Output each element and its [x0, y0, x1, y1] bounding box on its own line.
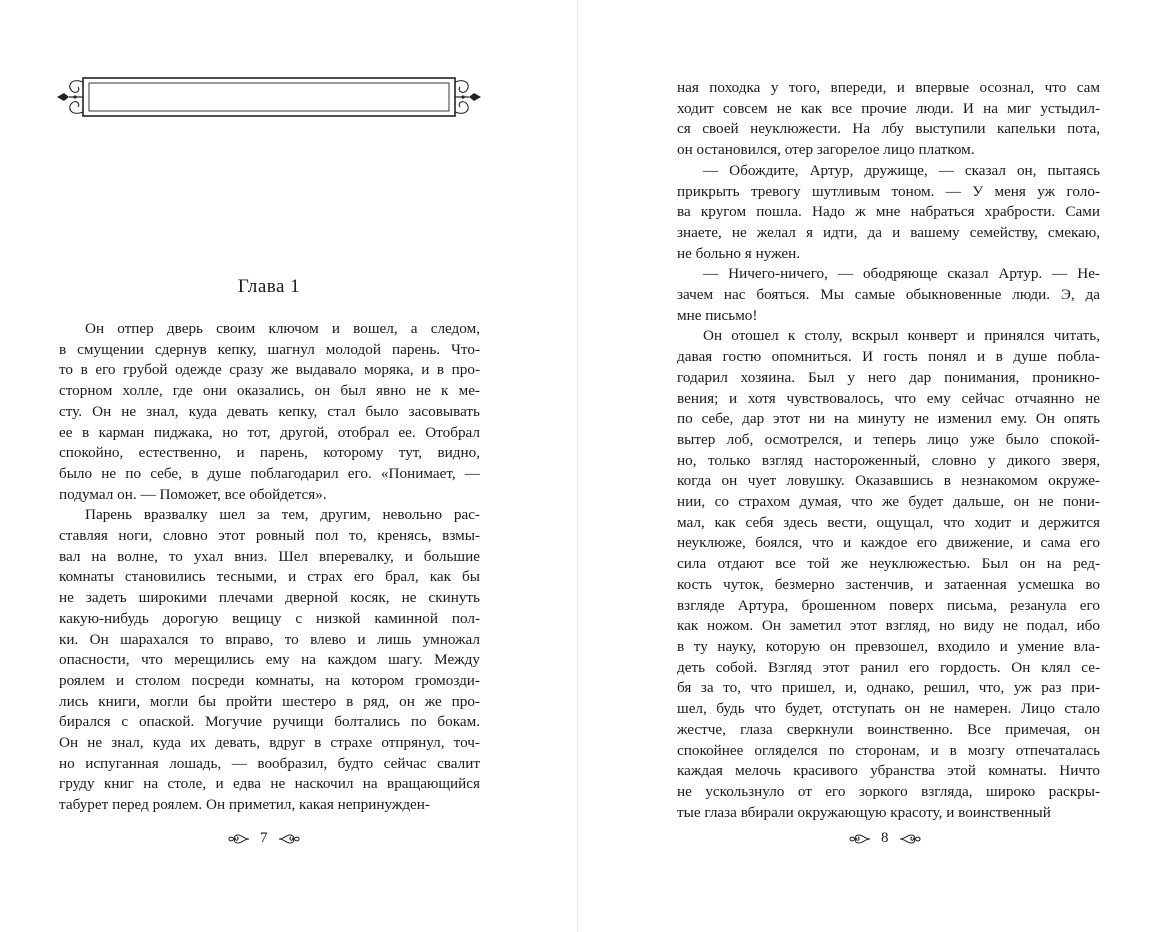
text-line: как ножом. Он заметил этот взгляд, но виду не подал, ибо [677, 617, 1100, 635]
text-line: но, только взгляд настороженный, словно у дикого зверя, [677, 451, 1100, 469]
text-line: не больно я нужен. [677, 244, 801, 262]
text-line: сту. Он не знал, куда девать кепку, стал было засовывать [59, 402, 480, 420]
text-line: ся своей неуклюжести. На лбу выступили капельки пота, [677, 120, 1100, 138]
folio-flourish-left [849, 832, 871, 846]
text-line: взгляде Артура, брошенном поверх письма, резанула его [677, 596, 1100, 614]
text-line: спокойно, естественно, и парень, которому тут, видно, [59, 444, 480, 462]
text-line: по себе, дар этот ни на минуту не изменил ему. Он опять [677, 410, 1100, 428]
text-line: тые глаза вбирали окружающую красоту, и воинственный [677, 803, 1051, 821]
folio-flourish-right [278, 832, 300, 846]
text-line: Он отпер дверь своим ключом и вошел, а следом, [85, 320, 480, 337]
left-page-text [59, 319, 480, 816]
text-line: мне письмо! [677, 306, 758, 324]
text-line: каждая мелочь красивого убранства этой комнаты. Ничто [677, 762, 1100, 780]
text-line: то в его грубой одежде сразу же выдавало моряка, и в про- [59, 361, 480, 379]
text-line: ходит совсем не как все прочие люди. И на миг устыдил- [677, 99, 1100, 117]
text-line: бирался с опаской. Могучие ручищи болтались по бокам. [59, 713, 480, 731]
text-line: лись книги, могли бы пройти шестеро в ряд, он же про- [59, 692, 480, 710]
text-line: — Обождите, Артур, дружище, — сказал он, пытаясь [703, 161, 1100, 179]
text-line: Он отошел к столу, вскрыл конверт и принялся читать, [703, 327, 1100, 345]
left-page-folio [228, 830, 300, 847]
text-line: какую-нибудь дорогую вещицу с низкой каминной пол- [59, 609, 480, 627]
text-line: сторном холле, где они оказались, он был явно не к ме- [59, 382, 480, 400]
text-line: бя за то, что пришел, и, однако, решил, что, уж раз при- [677, 679, 1100, 697]
text-line: ва кругом пошла. Надо ж мне набраться храбрости. Сами [677, 203, 1100, 221]
text-line: когда он чует ловушку. Оказавшись в незнакомом окруже- [677, 472, 1100, 490]
folio-flourish-left [228, 832, 250, 846]
text-line: ставляя ноги, словно этот ровный пол то, кренясь, взмы- [59, 527, 480, 545]
text-line: неуклюже, боялся, что и каждое его движение, и сама его [677, 534, 1100, 552]
text-line: ная походка у того, впереди, и впервые осознал, что сам [677, 79, 1100, 96]
text-line: не ускользнуло от его зоркого взгляда, широко раскры- [677, 782, 1100, 800]
chapter-title: Глава 1 [237, 276, 301, 297]
text-line: зачем нас бояться. Мы самые обыкновенные люди. Э, да [677, 286, 1100, 304]
text-line: спокойнее огляделся по сторонам, и в мозгу отпечаталась [677, 741, 1100, 759]
text-line: кость чуток, безмерно застенчив, и затаенная усмешка во [677, 575, 1100, 593]
right-page-text [677, 78, 1100, 823]
text-line: вения; и хотя чувствовалось, что ему сейчас отчаянно не [677, 389, 1100, 407]
text-line: знаете, не желал я идти, да и вашему семейству, смекаю, [677, 223, 1100, 241]
text-line: в ту науку, которую он превзошел, входило и умение вла- [677, 637, 1100, 655]
folio-flourish-right [899, 832, 921, 846]
text-line: но испуганная лошадь, — вообразил, будто сейчас свалит [59, 754, 480, 772]
text-line: деть собой. Взгляд этот ранил его гордость. Он клял се- [677, 658, 1100, 676]
text-line: не задеть широкими плечами дверной косяк, не скинуть [59, 589, 480, 607]
text-line: мал, как себя здесь вести, ощущал, что ходит и держится [677, 513, 1100, 531]
text-line: Он не знал, куда их девать, вдруг в страхе отпрянул, точ- [59, 734, 480, 752]
page-number: 8 [881, 830, 889, 846]
text-line: опасности, что мерещились ему на каждом шагу. Между [59, 651, 480, 669]
text-line: в смущении сдернув кепку, шагнул молодой парень. Что- [59, 340, 480, 358]
text-line: ее в карман пиджака, но тот, другой, отобрал ее. Отобрал [59, 423, 480, 441]
text-line: было не по себе, в душе поблагодарил его. «Понимает, — [59, 464, 480, 482]
text-line: прикрыть тревогу шутливым тоном. — У меня уж голо- [677, 182, 1100, 200]
text-line: он остановился, отер загорелое лицо платком. [677, 141, 975, 159]
text-line: роялем и столом посреди комнаты, на котором громозди- [59, 671, 480, 689]
text-line: шел, будь что будет, отступать он не намерен. Лицо стало [677, 700, 1100, 718]
text-line: вытер лоб, осмотрелся, и теперь лицо уже было спокой- [677, 430, 1100, 448]
text-line: нии, со страхом думая, что же будет дальше, он не пони- [677, 493, 1100, 511]
text-line: жестче, глаза сверкнули воинственно. Все примечая, он [677, 720, 1100, 738]
text-line: сила отдают все той же неуклюжестью. Был он на ред- [677, 555, 1100, 573]
right-page-folio [849, 830, 921, 847]
text-line: давая гостю опомниться. И гость понял и в душе побла- [677, 348, 1100, 366]
text-line: груду книг на столе, и едва не наскочил на вращающийся [59, 775, 480, 793]
text-line: табурет перед роялем. Он приметил, какая непринужден- [59, 796, 430, 814]
text-line: Парень вразвалку шел за тем, другим, невольно рас- [85, 506, 480, 524]
text-line: вал на волне, то ухал вниз. Шел вперевалку, и большие [59, 547, 480, 565]
right-page [578, 0, 1155, 932]
text-line: комнаты становились тесными, и страх его брал, как бы [59, 568, 480, 586]
page-number: 7 [260, 830, 268, 846]
chapter-frame-ornament [55, 72, 483, 122]
text-line: — Ничего-ничего, — ободряюще сказал Артур. — Не- [703, 265, 1100, 283]
text-line: годарил хозяина. Был у него дар понимания, проникно- [677, 368, 1100, 386]
text-line: ки. Он шарахался то вправо, то влево и лишь умножал [59, 630, 480, 648]
text-line: подумал он. — Поможет, все обойдется». [59, 485, 327, 503]
